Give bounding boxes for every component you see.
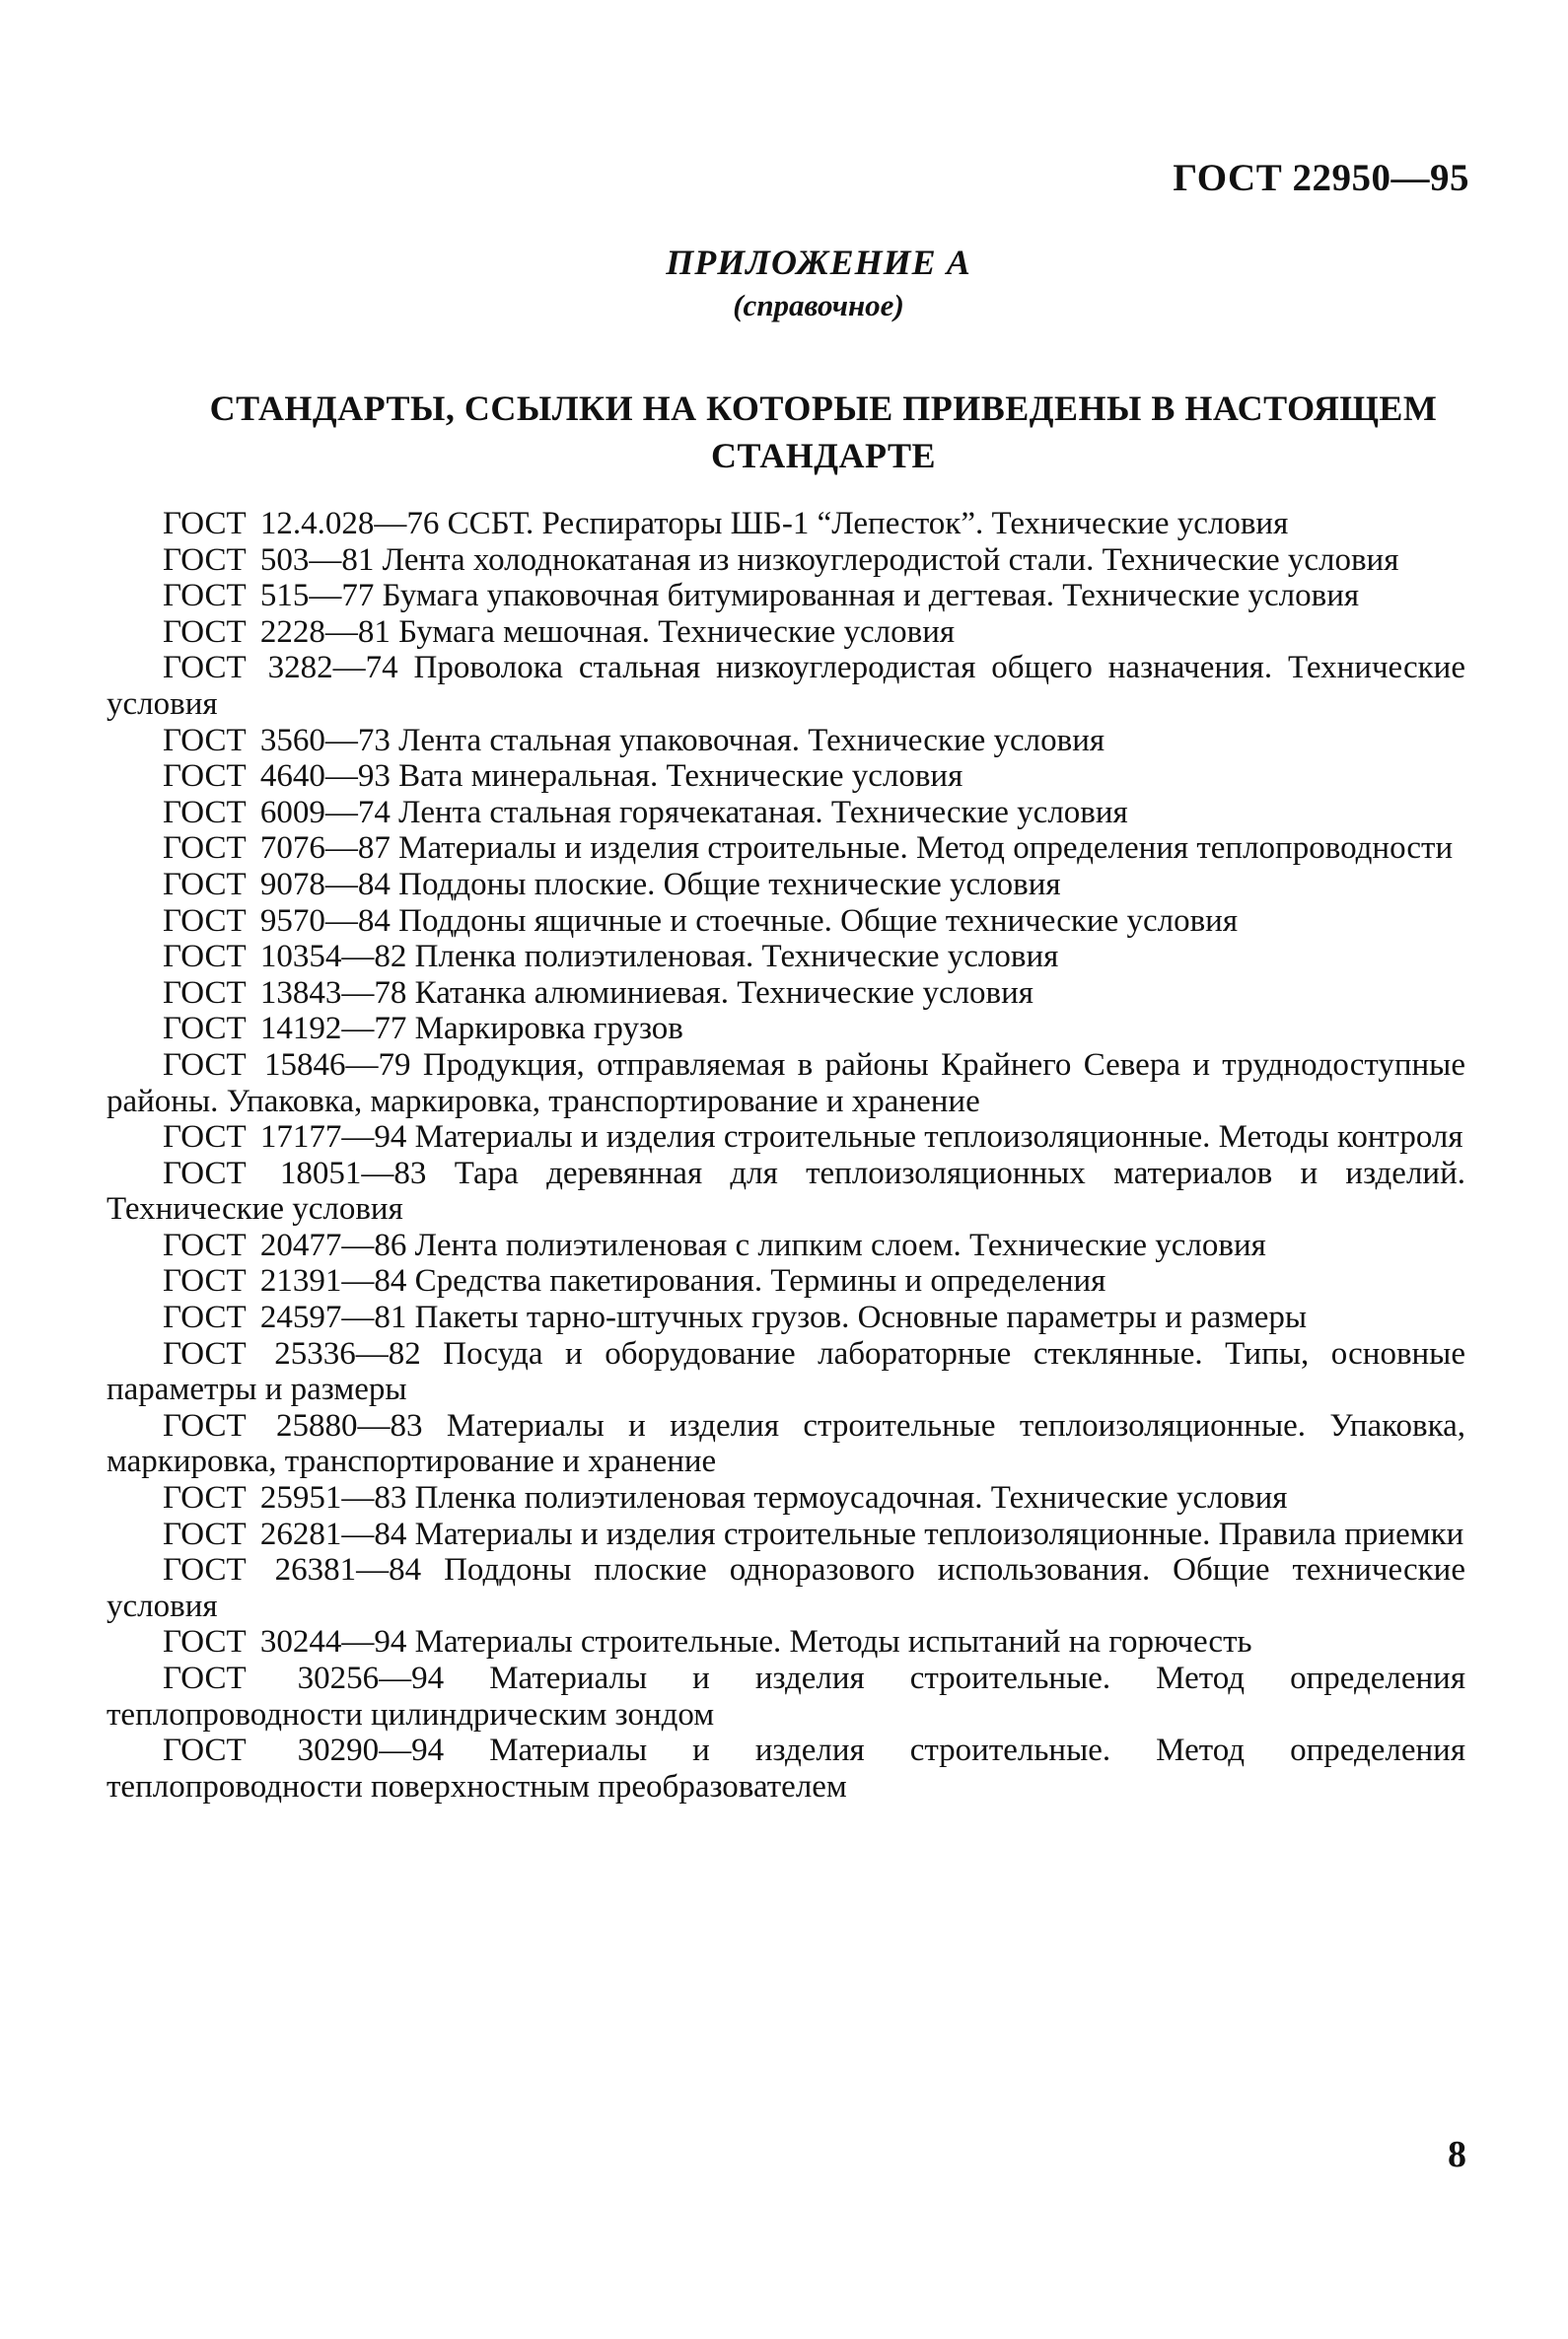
reference-code: ГОСТ 4640—93: [163, 758, 391, 795]
reference-item: [107, 1480, 1465, 1517]
reference-code: ГОСТ 3560—73: [163, 722, 391, 758]
reference-item: [107, 1263, 1465, 1300]
reference-code: ГОСТ 24597—81: [163, 1300, 407, 1336]
reference-item: [107, 542, 1465, 579]
reference-item: [107, 506, 1465, 542]
reference-title: Материалы строительные. Методы испытаний на горючесть: [414, 1624, 1252, 1661]
reference-title: Материалы и изделия строительные теплоизоляционные. Правила приемки: [414, 1516, 1464, 1552]
reference-item: [107, 1336, 1465, 1408]
reference-item: [107, 723, 1465, 759]
reference-title: Посуда и оборудование лабораторные стеклянные. Типы, основные параметры и размеры: [107, 1335, 1465, 1408]
reference-code: ГОСТ 15846—79: [163, 1046, 411, 1083]
section-heading-line: СТАНДАРТЕ: [711, 436, 936, 475]
section-heading-line: СТАНДАРТЫ, ССЫЛКИ НА КОТОРЫЕ ПРИВЕДЕНЫ В НАСТОЯЩЕМ: [209, 389, 1438, 428]
reference-title: Бумага мешочная. Технические условия: [398, 613, 956, 650]
reference-title: Вата минеральная. Технические условия: [398, 758, 963, 795]
reference-code: ГОСТ 25336—82: [163, 1335, 421, 1372]
reference-code: ГОСТ 503—81: [163, 541, 375, 578]
reference-item: [107, 1552, 1465, 1624]
reference-list: [107, 506, 1465, 1805]
reference-item: [107, 1517, 1465, 1553]
reference-item: [107, 1047, 1465, 1119]
reference-title: Катанка алюминиевая. Технические условия: [414, 974, 1033, 1011]
reference-code: ГОСТ 25951—83: [163, 1480, 407, 1517]
reference-title: Поддоны плоские. Общие технические условия: [398, 866, 1061, 902]
reference-title: Бумага упаковочная битумированная и дегтевая. Технические условия: [382, 578, 1360, 614]
reference-title: Материалы и изделия строительные теплоизоляционные. Упаковка, маркировка, транспортирование и хранение: [107, 1407, 1466, 1480]
reference-title: ССБТ. Респираторы ШБ-1 “Лепесток”. Технические условия: [447, 506, 1289, 541]
reference-item: [107, 1733, 1465, 1805]
reference-code: ГОСТ 9078—84: [163, 866, 391, 902]
appendix-subtitle: (справочное): [733, 288, 904, 322]
reference-code: ГОСТ 30290—94: [163, 1733, 445, 1769]
reference-code: ГОСТ 20477—86: [163, 1227, 407, 1263]
reference-title: Продукция, отправляемая в районы Крайнего Севера и труднодоступные районы. Упаковка, маркировка, транспортирование и хранение: [107, 1046, 1466, 1119]
reference-code: ГОСТ 13843—78: [163, 974, 407, 1011]
reference-title: Поддоны плоские одноразового использования. Общие технические условия: [107, 1552, 1465, 1624]
reference-title: Проволока стальная низкоуглеродистая общего назначения. Технические условия: [107, 650, 1465, 722]
reference-item: [107, 1408, 1465, 1480]
reference-code: ГОСТ 18051—83: [163, 1155, 427, 1191]
reference-item: [107, 1119, 1465, 1156]
reference-item: [107, 650, 1465, 722]
reference-title: Лента стальная горячекатаная. Технические условия: [398, 794, 1128, 830]
reference-item: [107, 1228, 1465, 1264]
reference-item: [107, 1156, 1465, 1228]
reference-code: ГОСТ 515—77: [163, 578, 375, 614]
page-number: 8: [1448, 2134, 1466, 2175]
reference-title: Пакеты тарно-штучных грузов. Основные параметры и размеры: [414, 1300, 1308, 1336]
appendix-title: ПРИЛОЖЕНИЕ А: [666, 243, 971, 282]
reference-code: ГОСТ 26381—84: [163, 1552, 422, 1589]
reference-title: Материалы и изделия строительные. Метод определения теплопроводности поверхностным преобразователем: [107, 1733, 1466, 1805]
reference-item: [107, 975, 1465, 1012]
reference-code: ГОСТ 30256—94: [163, 1661, 445, 1696]
section-heading: [128, 385, 1519, 479]
reference-item: [107, 795, 1465, 831]
reference-code: ГОСТ 7076—87: [163, 830, 391, 867]
reference-item: [107, 1661, 1465, 1733]
reference-item: [107, 578, 1465, 614]
reference-code: ГОСТ 2228—81: [163, 613, 391, 650]
reference-title: Поддоны ящичные и стоечные. Общие технические условия: [398, 902, 1239, 939]
reference-title: Материалы и изделия строительные теплоизоляционные. Методы контроля: [414, 1119, 1463, 1156]
reference-code: ГОСТ 10354—82: [163, 939, 407, 975]
reference-title: Пленка полиэтиленовая. Технические условия: [414, 939, 1059, 975]
reference-code: ГОСТ 21391—84: [163, 1263, 407, 1300]
reference-title: Средства пакетирования. Термины и определения: [414, 1263, 1106, 1300]
reference-title: Лента холоднокатаная из низкоуглеродистой стали. Технические условия: [382, 541, 1399, 578]
reference-code: ГОСТ 9570—84: [163, 902, 391, 939]
reference-title: Материалы и изделия строительные. Метод определения теплопроводности: [398, 830, 1454, 867]
reference-title: Лента стальная упаковочная. Технические условия: [398, 722, 1105, 758]
reference-title: Материалы и изделия строительные. Метод определения теплопроводности цилиндрическим зондом: [107, 1661, 1466, 1733]
reference-item: [107, 903, 1465, 940]
reference-code: ГОСТ 17177—94: [163, 1119, 407, 1156]
reference-item: [107, 758, 1465, 795]
document-code: ГОСТ 22950—95: [1173, 157, 1469, 199]
reference-item: [107, 1624, 1465, 1661]
reference-item: [107, 867, 1465, 903]
reference-item: [107, 1011, 1465, 1047]
reference-title: Лента полиэтиленовая с липким слоем. Технические условия: [414, 1227, 1266, 1263]
reference-code: ГОСТ 6009—74: [163, 794, 391, 830]
reference-title: Пленка полиэтиленовая термоусадочная. Технические условия: [414, 1480, 1288, 1517]
reference-code: ГОСТ 26281—84: [163, 1516, 407, 1552]
reference-code: ГОСТ 12.4.028—76: [163, 506, 440, 541]
reference-item: [107, 830, 1465, 867]
reference-code: ГОСТ 30244—94: [163, 1624, 407, 1661]
reference-title: Тара деревянная для теплоизоляционных материалов и изделий. Технические условия: [107, 1155, 1465, 1228]
reference-item: [107, 1300, 1465, 1336]
reference-code: ГОСТ 3282—74: [163, 650, 398, 686]
reference-code: ГОСТ 14192—77: [163, 1011, 407, 1047]
reference-item: [107, 939, 1465, 975]
reference-item: [107, 614, 1465, 651]
reference-title: Маркировка грузов: [414, 1011, 683, 1047]
reference-code: ГОСТ 25880—83: [163, 1407, 423, 1444]
